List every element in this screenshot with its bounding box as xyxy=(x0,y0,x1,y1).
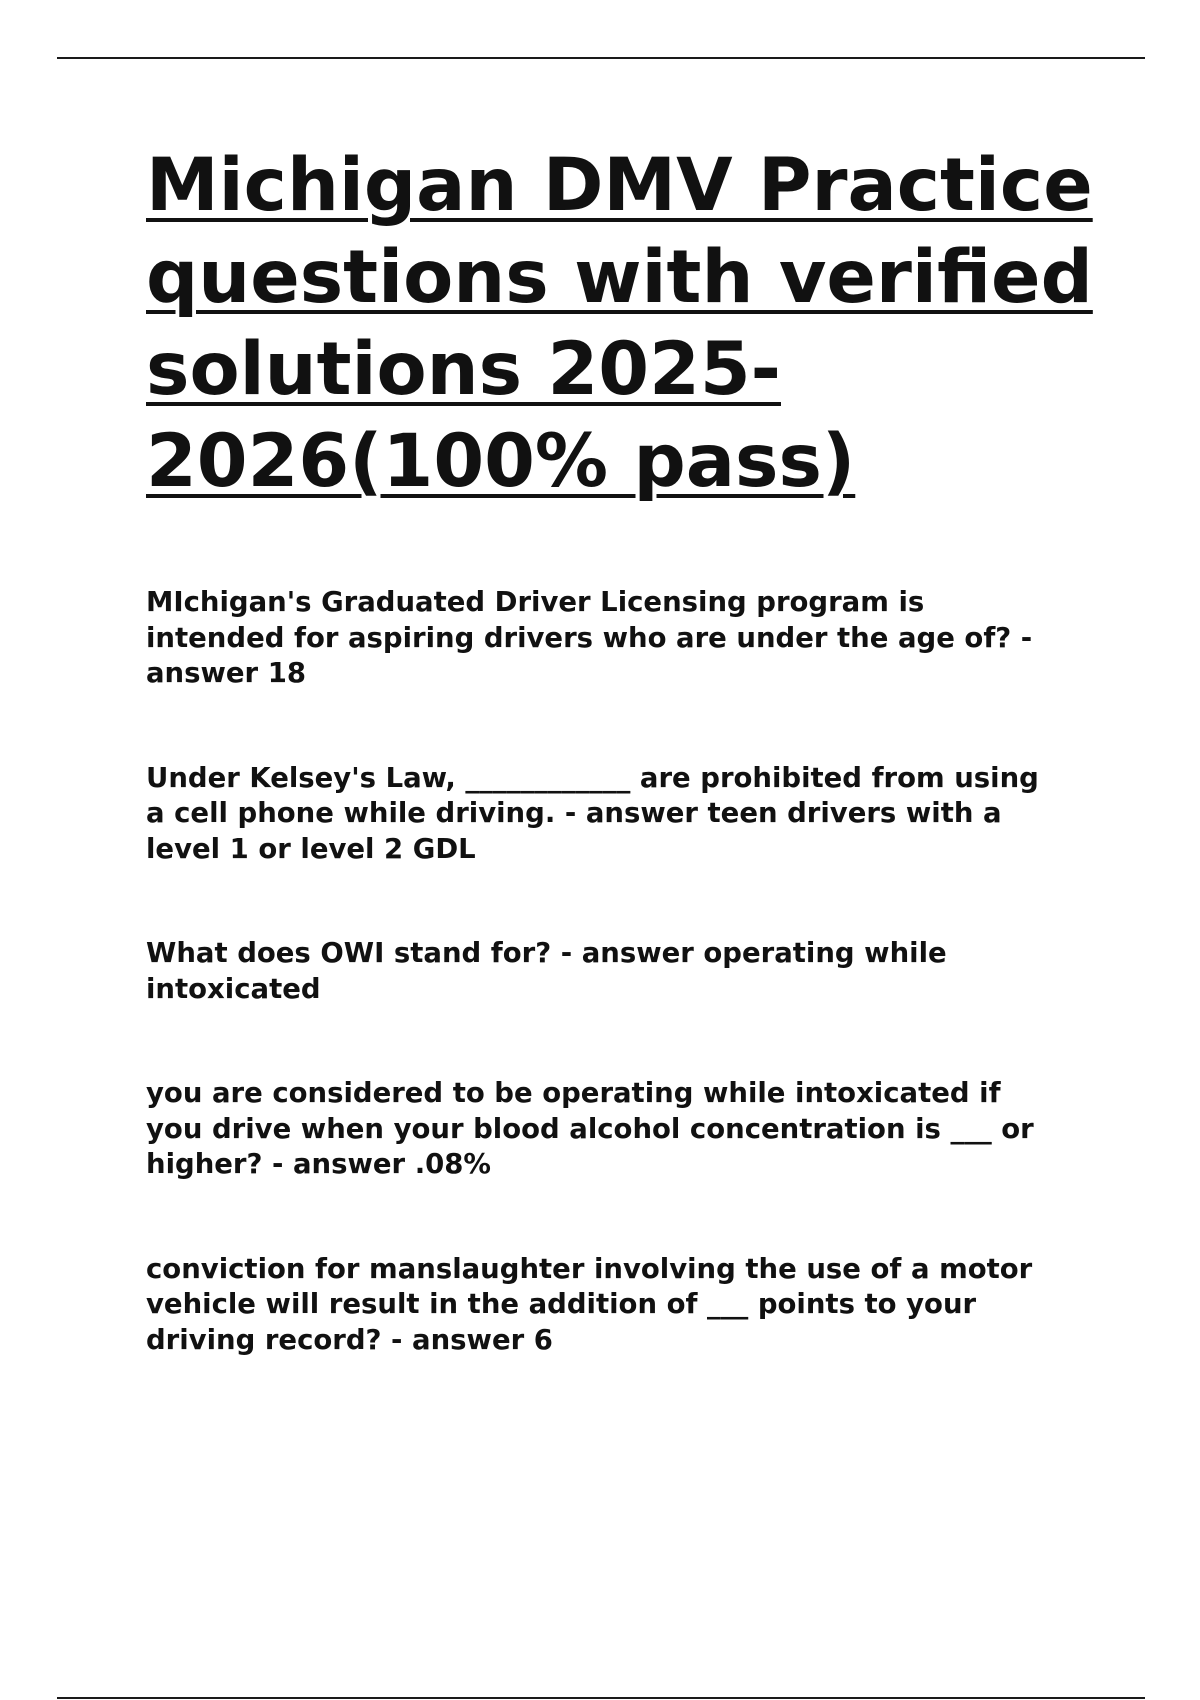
qa-text-line: vehicle will result in the addition of ___ points to your xyxy=(146,1288,977,1320)
footer-rule xyxy=(57,1697,1145,1699)
qa-text-line: intended for aspiring drivers who are under the age of? - xyxy=(146,621,1033,654)
qa-text-line: MIchigan's Graduated Driver Licensing program is xyxy=(146,586,925,618)
qa-text-line: you drive when your blood alcohol concentration is ___ or xyxy=(146,1112,1034,1145)
qa-text-line: Under Kelsey's Law, ____________ are prohibited from using xyxy=(146,761,1039,794)
page-content xyxy=(146,140,1106,1427)
qa-text-line: conviction for manslaughter involving the use of a motor xyxy=(146,1252,1033,1285)
title-line: questions with verified xyxy=(146,235,1093,320)
qa-text-line: answer 18 xyxy=(146,657,306,689)
qa-item-manslaughter-points xyxy=(146,1252,1106,1359)
title-line: solutions 2025- xyxy=(146,327,781,412)
title-line: Michigan DMV Practice xyxy=(146,143,1093,228)
qa-text-line: driving record? - answer 6 xyxy=(146,1323,553,1356)
document-title xyxy=(146,140,1106,508)
qa-text-line: intoxicated xyxy=(146,972,321,1005)
qa-text-line: higher? - answer .08% xyxy=(146,1148,491,1180)
qa-item-bac-limit xyxy=(146,1076,1106,1183)
qa-item-kelseys-law xyxy=(146,761,1106,868)
title-line: 2026(100% pass) xyxy=(146,419,856,504)
header-rule xyxy=(57,57,1145,59)
qa-text-line: level 1 or level 2 GDL xyxy=(146,832,476,865)
qa-text-line: What does OWI stand for? - answer operating while xyxy=(146,937,947,969)
qa-item-owi-meaning xyxy=(146,936,1106,1007)
qa-text-line: you are considered to be operating while intoxicated if xyxy=(146,1077,1001,1109)
qa-text-line: a cell phone while driving. - answer teen drivers with a xyxy=(146,797,1002,829)
qa-item-gdl-age xyxy=(146,585,1106,692)
qa-list xyxy=(146,585,1106,1358)
